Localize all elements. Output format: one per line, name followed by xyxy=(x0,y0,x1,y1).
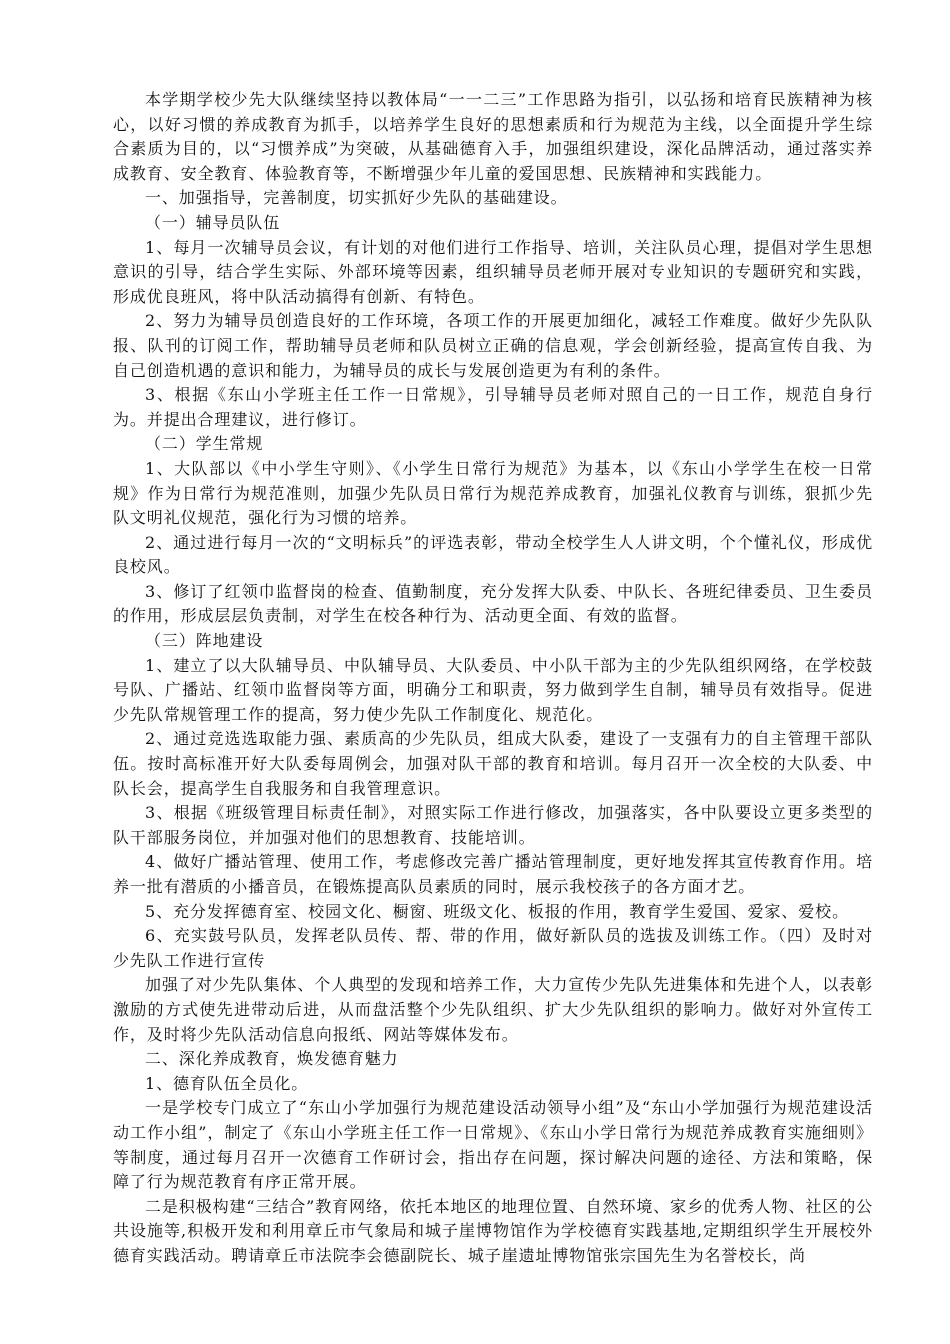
subsection-heading-positions: （三）阵地建设 xyxy=(145,631,264,651)
paragraph: 二是积极构建“三结合”教育网络，依托本地区的地理位置、自然环境、家乡的优秀人物、社区的公共设施等,积极开发和利用章丘市气象局和城子崖博物馆作为学校德育实践基地,定期组织学生开展校外德育实践活动。聘请章丘市法院李会德副院长、城子崖遗址博物馆张宗国先生为名誉校长，尚 xyxy=(113,1196,873,1265)
paragraph: 1、建立了以大队辅导员、中队辅导员、大队委员、中小队干部为主的少先队组织网络，在学校鼓号队、广播站、红领巾监督岗等方面，明确分工和职责，努力做到学生自制，辅导员有效指导。促进少先队常规管理工作的提高，努力使少先队工作制度化、规范化。 xyxy=(113,655,873,724)
paragraph: 6、充实鼓号队员，发挥老队员传、帮、带的作用，做好新队员的选拔及训练工作。（四）及时对少先队工作进行宣传 xyxy=(113,926,873,970)
paragraph: 5、充分发挥德育室、校园文化、橱窗、班级文化、板报的作用，教育学生爱国、爱家、爱校。 xyxy=(145,901,849,921)
paragraph: 3、根据《东山小学班主任工作一日常规》，引导辅导员老师对照自己的一日工作，规范自身行为。并提出合理建议，进行修订。 xyxy=(113,385,873,429)
paragraph: 一是学校专门成立了“东山小学加强行为规范建设活动领导小组”及“东山小学加强行为规范建设活动工作小组”，制定了《东山小学班主任工作一日常规》、《东山小学日常行为规范养成教育实施细则》等制度，通过每月召开一次德育工作研讨会，指出存在问题，探讨解决问题的途径、方法和策略，保障了行为规范教育有序正常开展。 xyxy=(113,1098,873,1192)
paragraph: 1、大队部以《中小学生守则》、《小学生日常行为规范》为基本，以《东山小学学生在校一日常规》作为日常行为规范准则，加强少先队员日常行为规范养成教育，加强礼仪教育与训练，狠抓少先队文明礼仪规范，强化行为习惯的培养。 xyxy=(113,458,873,528)
paragraph: 2、通过竞选选取能力强、素质高的少先队员，组成大队委，建设了一支强有力的自主管理干部队伍。按时高标准开好大队委每周例会，加强对队干部的教育和培训。每月召开一次全校的大队委、中队长会，提高学生自我服务和自我管理意识。 xyxy=(113,729,873,798)
subsection-heading-student-routine: （二）学生常规 xyxy=(145,434,264,454)
intro-paragraph: 本学期学校少先大队继续坚持以教体局“一一二三”工作思路为指引，以弘扬和培育民族精神为核心，以好习惯的养成教育为抓手，以培养学生良好的思想素质和行为规范为主线，以全面提升学生综合素质为目的，以“习惯养成”为突破，从基础德育入手，加强组织建设，深化品牌活动，通过落实养成教育、安全教育、体验教育等，不断增强少年儿童的爱国思想、民族精神和实践能力。 xyxy=(113,90,873,183)
subsection-heading-moral-team: 1、德育队伍全员化。 xyxy=(145,1073,309,1093)
document-body xyxy=(113,88,873,1269)
paragraph: 3、修订了红领巾监督岗的检查、值勤制度，充分发挥大队委、中队长、各班纪律委员、卫生委员的作用，形成层层负责制，对学生在校各种行为、活动更全面、有效的监督。 xyxy=(113,581,873,626)
paragraph: 加强了对少先队集体、个人典型的发现和培养工作，大力宣传少先队先进集体和先进个人，以表彰激励的方式使先进带动后进，从而盘活整个少先队组织、扩大少先队组织的影响力。做好对外宣传工作，及时将少先队活动信息向报纸、网站等媒体发布。 xyxy=(113,975,873,1044)
paragraph: 3、根据《班级管理目标责任制》，对照实际工作进行修改，加强落实，各中队要设立更多类型的队干部服务岗位，并加强对他们的思想教育、技能培训。 xyxy=(113,803,873,847)
paragraph: 2、努力为辅导员创造良好的工作环境，各项工作的开展更加细化，减轻工作难度。做好少先队队报、队刊的订阅工作，帮助辅导员老师和队员树立正确的信息观，学会创新经验，提高宣传自我、为自己创造机遇的意识和能力，为辅导员的成长与发展创造更为有利的条件。 xyxy=(113,311,873,380)
paragraph: 4、做好广播站管理、使用工作，考虑修改完善广播站管理制度，更好地发挥其宣传教育作用。培养一批有潜质的小播音员，在锻炼提高队员素质的同时，展示我校孩子的各方面才艺。 xyxy=(113,852,873,896)
section-heading-1: 一、加强指导，完善制度，切实抓好少先队的基础建设。 xyxy=(145,188,568,208)
section-heading-2: 二、深化养成教育，焕发德育魅力 xyxy=(145,1049,399,1069)
subsection-heading-counselors: （一）辅导员队伍 xyxy=(145,212,281,232)
paragraph: 2、通过进行每月一次的“文明标兵”的评选表彰，带动全校学生人人讲文明，个个懂礼仪，形成优良校风。 xyxy=(113,532,873,577)
paragraph: 1、每月一次辅导员会议，有计划的对他们进行工作指导、培训，关注队员心理，提倡对学生思想意识的引导，结合学生实际、外部环境等因素，组织辅导员老师开展对专业知识的专题研究和实践，形成优良班风，将中队活动搞得有创新、有特色。 xyxy=(113,237,873,306)
